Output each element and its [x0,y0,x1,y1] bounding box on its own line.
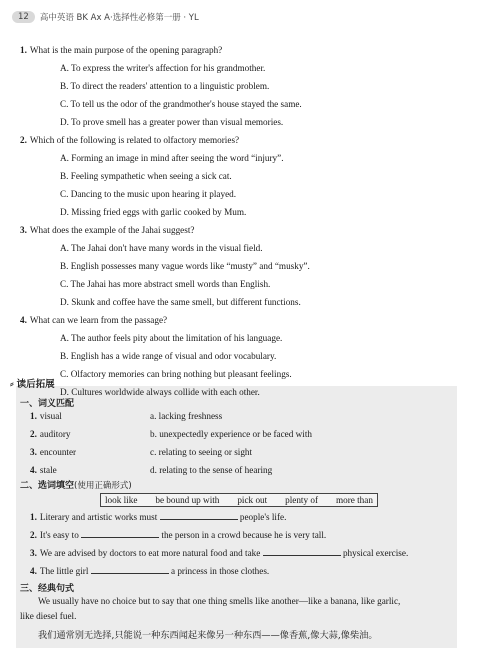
question-number: 1. [20,45,27,55]
word-bank-item: plenty of [285,495,319,505]
question-text: What does the example of the Jahai suggest? [29,225,195,235]
vocab-word-2: 2. auditory [30,429,71,439]
header-title: 高中英语 BK Ax A·选择性必修第一册 · YL [39,13,199,23]
vocab-def-b: b. unexpectedly experience or be faced with [150,429,312,439]
option-3a: A. The Jahai don't have many words in the visual field. [60,243,263,253]
option-2d: D. Missing fried eggs with garlic cooked by Mum. [60,207,247,217]
word-bank-item: look like [105,495,138,505]
section-2-title: 二、选词填空(使用正确形式) [20,481,132,491]
question-1 [20,44,222,57]
word-bank [100,493,378,507]
classic-sentence-line-2: like diesel fuel. [20,611,77,621]
question-text: Which of the following is related to olfactory memories? [29,135,240,145]
fill-item-2: 2. It's easy to the person in a crowd because he is very tall. [30,530,327,540]
vocab-word-3: 3. encounter [30,447,77,457]
section-3-title: 三、经典句式 [20,584,75,594]
answer-blank[interactable] [81,529,159,538]
option-2b: B. Feeling sympathetic when seeing a sick cat. [60,171,232,181]
question-4 [20,314,167,327]
question-number: 4. [20,315,27,325]
answer-blank[interactable] [160,511,238,520]
word-bank-item: be bound up with [155,495,220,505]
word-bank-item: more than [335,495,373,505]
vocab-def-a: a. lacking freshness [150,411,223,421]
answer-blank[interactable] [91,565,169,574]
page-number: 12 [12,11,35,23]
vocab-word-1: 1. visual [30,411,62,421]
option-2c: C. Dancing to the music upon hearing it played. [60,189,237,199]
after-reading-heading [10,376,55,390]
option-2a: A. Forming an image in mind after seeing the word “injury”. [60,153,284,163]
option-4b: B. English has a wide range of visual and odor vocabulary. [60,351,277,361]
vocab-def-c: c. relating to seeing or sight [150,447,253,457]
option-3c: C. The Jahai has more abstract smell words than English. [60,279,271,289]
question-text: What is the main purpose of the opening paragraph? [29,45,223,55]
option-1d: D. To prove smell has a greater power than visual memories. [60,117,284,127]
option-3d: D. Skunk and coffee have the same smell, but different functions. [60,297,301,307]
fill-item-3: 3. We are advised by doctors to eat more natural food and take physical exercise. [30,548,409,558]
question-2 [20,134,239,147]
fill-item-4: 4. The little girl a princess in those clothes. [30,566,270,576]
option-4c: C. Olfactory memories can bring nothing but pleasant feelings. [60,369,292,379]
fill-item-1: 1. Literary and artistic works must people's life. [30,512,287,522]
word-bank-item: pick out [237,495,268,505]
vocab-word-4: 4. stale [30,465,57,475]
page-header [12,10,468,24]
option-4d: D. Cultures worldwide always collide with each other. [60,387,260,397]
option-4a: A. The author feels pity about the limitation of his language. [60,333,283,343]
option-1c: C. To tell us the odor of the grandmother's house stayed the same. [60,99,302,109]
question-number: 3. [20,225,27,235]
option-3b: B. English possesses many vague words like “musty” and “musky”. [60,261,310,271]
chinese-translation: 我们通常别无选择,只能说一种东西闻起来像另一种东西——像香蕉,像大蒜,像柴油。 [38,630,378,641]
question-text: What can we learn from the passage? [29,315,168,325]
classic-sentence-line-1: We usually have no choice but to say that one thing smells like another—like a banana, like garlic, [38,596,401,606]
option-1b: B. To direct the readers' attention to a linguistic problem. [60,81,270,91]
option-1a: A. To express the writer's affection for his grandmother. [60,63,266,73]
section-1-title: 一、词义匹配 [20,399,75,409]
section-2-subtitle: (使用正确形式) [74,481,132,491]
vocab-def-d: d. relating to the sense of hearing [150,465,273,475]
answer-blank[interactable] [263,547,341,556]
question-3 [20,224,194,237]
question-number: 2. [20,135,27,145]
pen-icon: ⸗ [10,376,14,390]
after-reading-title: 读后拓展 [16,379,55,390]
